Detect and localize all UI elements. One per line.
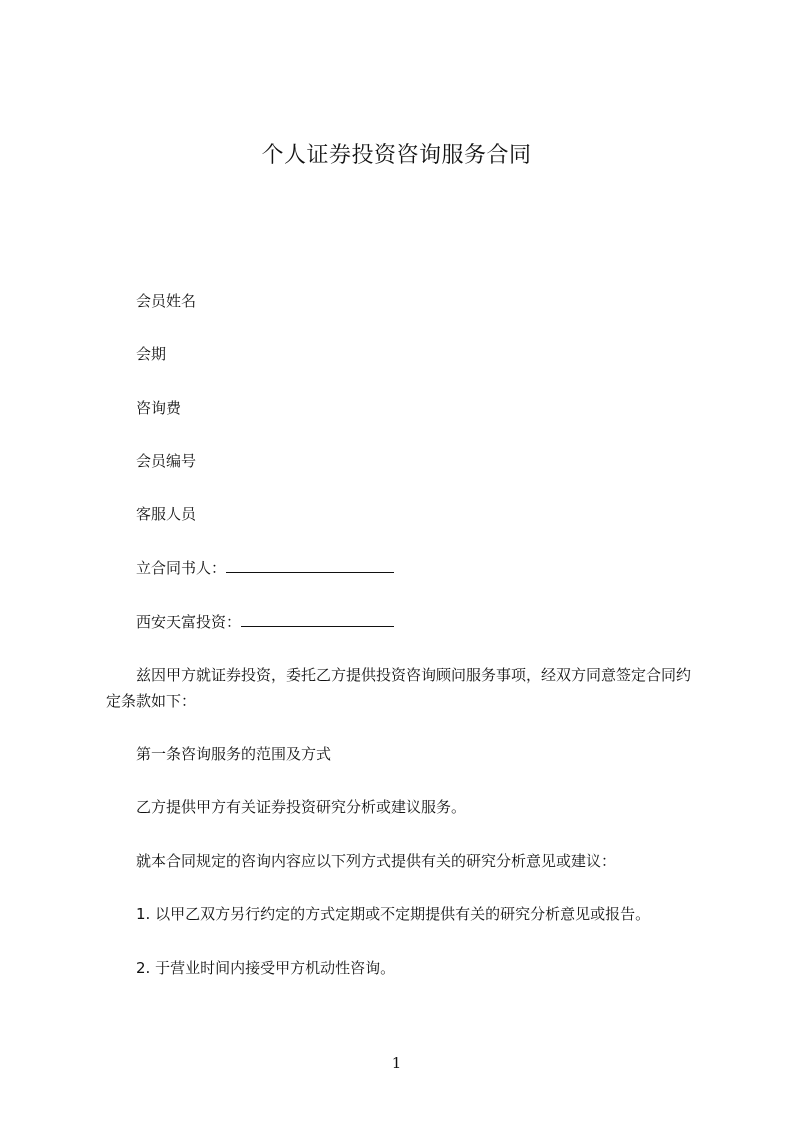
- intro-paragraph: 兹因甲方就证券投资，委托乙方提供投资咨询顾问服务事项，经双方同意签定合同约定条款如下：: [106, 666, 692, 710]
- article1-paragraph-2: 就本合同规定的咨询内容应以下列方式提供有关的研究分析意见或建议：: [136, 852, 617, 870]
- field-staff: 客服人员: [136, 505, 197, 523]
- document-title: 个人证券投资咨询服务合同: [261, 143, 532, 168]
- field-member-no: 会员编号: [136, 452, 197, 470]
- article1-heading: 第一条咨询服务的范围及方式: [136, 745, 332, 763]
- field-member-name: 会员姓名: [136, 292, 197, 310]
- party-b-row: [136, 612, 394, 632]
- party-a-blank: [226, 558, 394, 573]
- article1-paragraph-1: 乙方提供甲方有关证券投资研究分析或建议服务。: [136, 798, 467, 816]
- party-a-row: [136, 558, 394, 578]
- page-number: 1: [391, 1054, 402, 1072]
- list-item-1: 1. 以甲乙双方另行约定的方式定期或不定期提供有关的研究分析意见或报告。: [136, 905, 651, 923]
- field-fee: 咨询费: [136, 399, 182, 417]
- field-period: 会期: [136, 345, 167, 363]
- list-item-2: 2. 于营业时间内接受甲方机动性咨询。: [136, 959, 396, 977]
- party-b-label: 西安天富投资：: [136, 613, 242, 631]
- party-b-blank: [241, 612, 394, 627]
- party-a-label: 立合同书人：: [136, 559, 227, 577]
